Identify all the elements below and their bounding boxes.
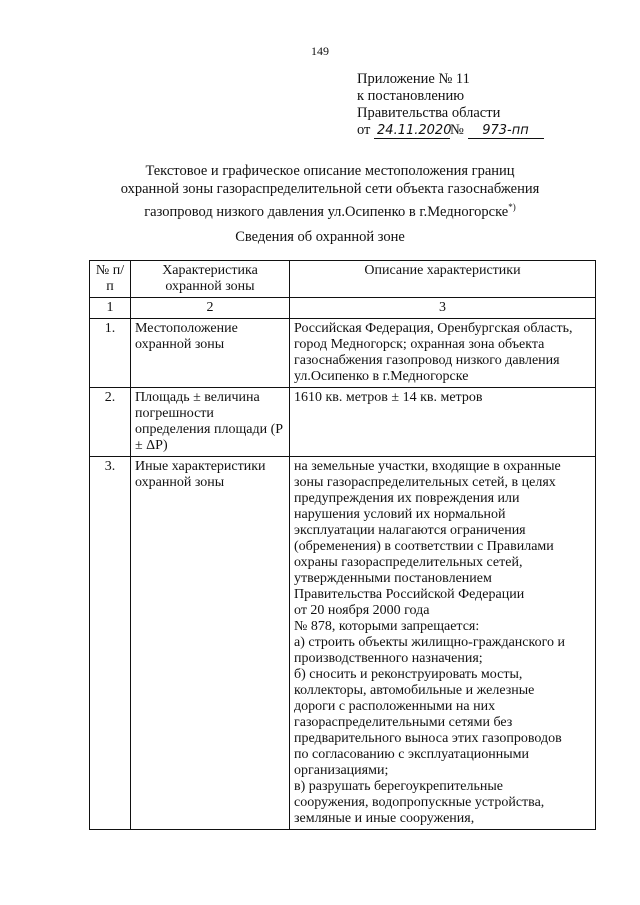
- index-cell-1: 1: [90, 298, 131, 319]
- description-line: город Медногорск; охранная зона объекта: [294, 337, 545, 352]
- page-number: 149: [311, 44, 329, 58]
- date-prefix: от: [357, 122, 371, 138]
- number-prefix: №: [450, 122, 464, 138]
- table-header-row: [90, 261, 596, 298]
- description-line: коллекторы, автомобильные и железные: [294, 683, 535, 698]
- row-number: 1.: [90, 319, 131, 388]
- row-characteristic: Площадь ± величина погрешности определения площади (P ± ΔP): [131, 388, 290, 457]
- zone-info-table: [89, 260, 596, 830]
- appendix-line-2: к постановлению: [357, 88, 465, 104]
- description-line: утвержденными постановлением: [294, 571, 492, 586]
- description-line: 1610 кв. метров ± 14 кв. метров: [294, 390, 483, 405]
- description-line: Российская Федерация, Оренбургская область,: [294, 321, 573, 336]
- description-line: земляные и иные сооружения,: [294, 811, 475, 826]
- document-title: [60, 162, 600, 221]
- index-cell-3: 3: [290, 298, 596, 319]
- description-line: производственного назначения;: [294, 651, 483, 666]
- description-line: в) разрушать берегоукрепительные: [294, 779, 504, 794]
- title-line-2: охранной зоны газораспределительной сети объекта газоснабжения: [120, 181, 540, 197]
- description-line: а) строить объекты жилищно-гражданского и: [294, 635, 565, 650]
- section-title: Сведения об охранной зоне: [235, 229, 405, 245]
- row-characteristic: Иные характеристики охранной зоны: [131, 457, 290, 830]
- description-line: № 878, которыми запрещается:: [294, 619, 480, 634]
- description-line: нарушения условий их нормальной: [294, 507, 506, 522]
- header-num: № п/п: [90, 261, 131, 298]
- row-description: [290, 457, 596, 830]
- description-line: эксплуатации налагаются ограничения: [294, 523, 526, 538]
- handwritten-date: 24.11.2020: [374, 124, 450, 139]
- description-line: на земельные участки, входящие в охранные: [294, 459, 561, 474]
- appendix-line-1: Приложение № 11: [357, 71, 470, 87]
- table-index-row: [90, 298, 596, 319]
- table-row: [90, 319, 596, 388]
- description-line: сооружения, водопропускные устройства,: [294, 795, 545, 810]
- title-line-3-text: газопровод низкого давления ул.Осипенко в г.Медногорске: [144, 203, 509, 220]
- row-number: 2.: [90, 388, 131, 457]
- description-line: по согласованию с эксплуатационными: [294, 747, 529, 762]
- row-number: 3.: [90, 457, 131, 830]
- description-line: газоснабжения газопровод низкого давления: [294, 353, 560, 368]
- description-line: (обременения) в соответствии с Правилами: [294, 539, 554, 554]
- appendix-header: [357, 71, 544, 139]
- description-line: дороги с расположенными на них: [294, 699, 496, 714]
- title-line-1: Текстовое и графическое описание местоположения границ: [145, 163, 515, 179]
- appendix-line-3: Правительства области: [357, 105, 501, 121]
- header-characteristic: Характеристика охранной зоны: [131, 261, 290, 298]
- row-description: [290, 388, 596, 457]
- description-line: от 20 ноября 2000 года: [294, 603, 430, 618]
- appendix-date-line: [357, 122, 544, 139]
- index-cell-2: 2: [131, 298, 290, 319]
- description-line: предупреждения их повреждения или: [294, 491, 520, 506]
- row-characteristic: Местоположение охранной зоны: [131, 319, 290, 388]
- title-line-3: [60, 198, 600, 221]
- description-line: газораспределительными сетями без: [294, 715, 513, 730]
- description-line: зоны газораспределительных сетей, в целях: [294, 475, 556, 490]
- description-line: Правительства Российской Федерации: [294, 587, 525, 602]
- table-row: [90, 388, 596, 457]
- footnote-mark: *): [508, 202, 516, 212]
- table-row: [90, 457, 596, 830]
- description-line: б) сносить и реконструировать мосты,: [294, 667, 523, 682]
- handwritten-number: 973-пп: [468, 124, 544, 139]
- description-line: организациями;: [294, 763, 389, 778]
- header-description: Описание характеристики: [290, 261, 596, 298]
- row-description: [290, 319, 596, 388]
- description-line: охраны газораспределительных сетей,: [294, 555, 523, 570]
- description-line: ул.Осипенко в г.Медногорске: [294, 369, 469, 384]
- description-line: предварительного выноса этих газопроводов: [294, 731, 562, 746]
